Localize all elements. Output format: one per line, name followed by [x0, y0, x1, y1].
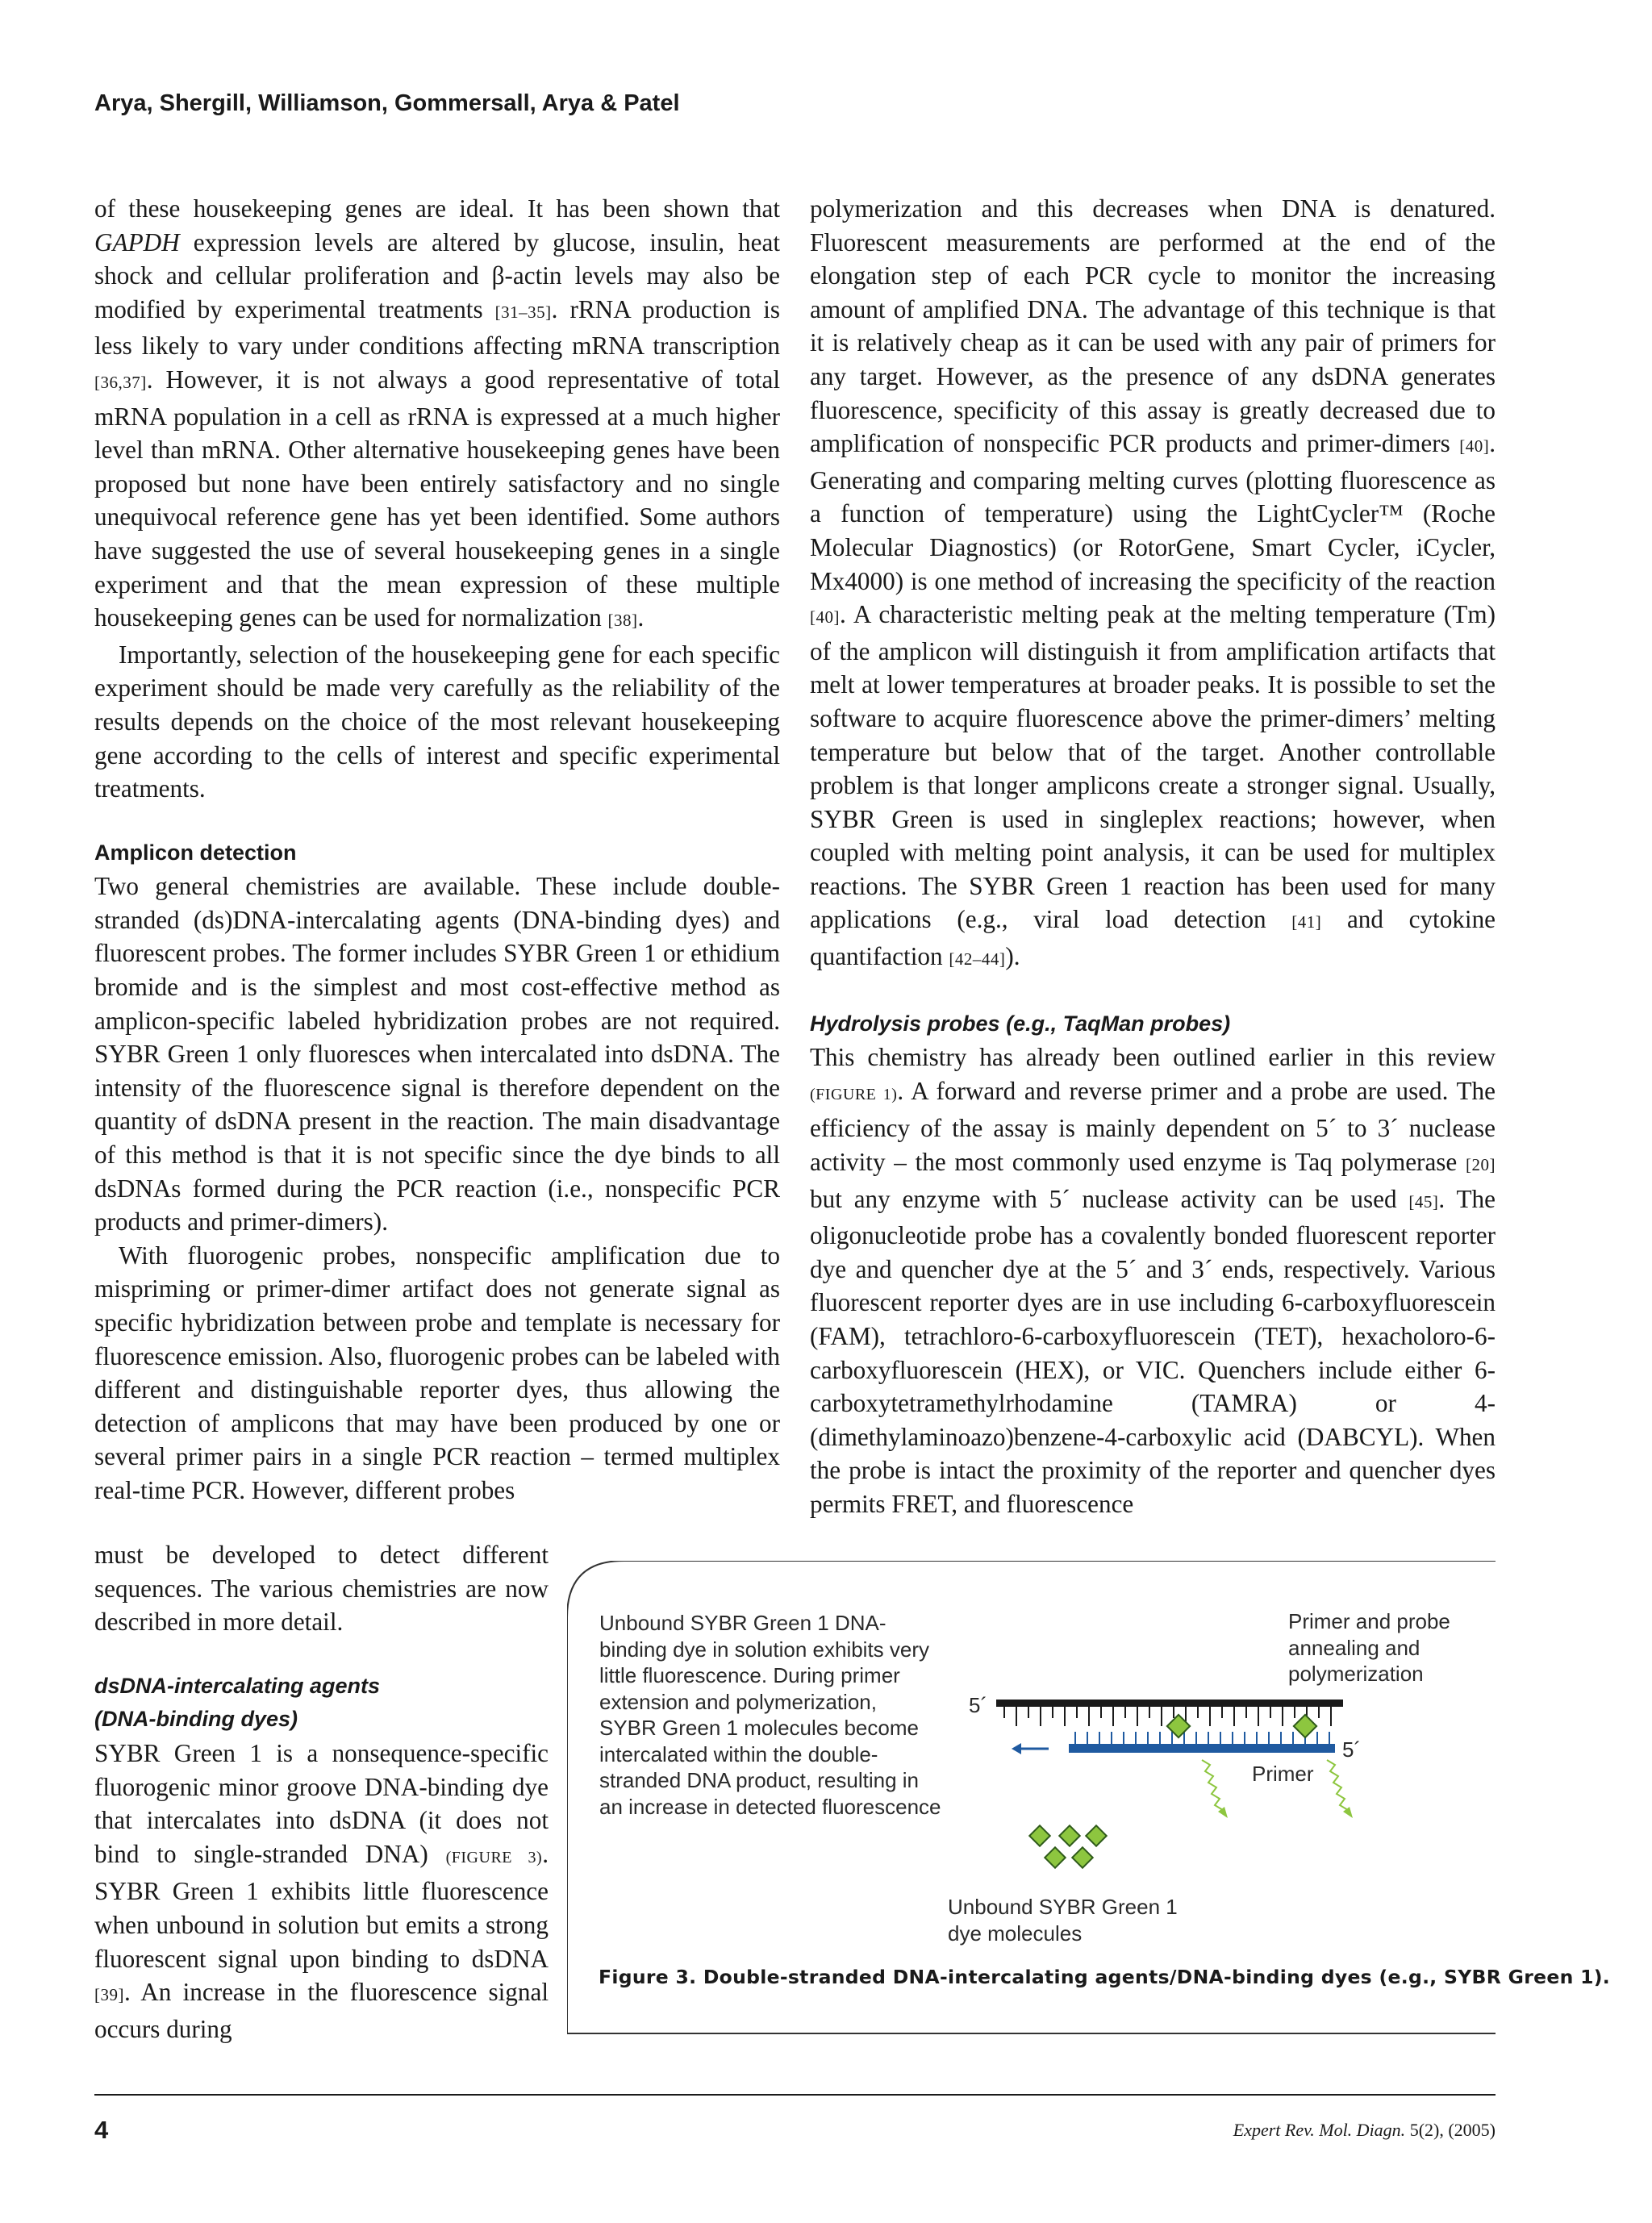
page-number: 4 [94, 2116, 109, 2144]
citation: [39] [94, 1985, 124, 2005]
paragraph: must be developed to detect different sequences. The various chemistries are now described in more detail. [94, 1541, 549, 1637]
paragraph: of these housekeeping genes are ideal. It has been shown that GAPDH expression levels are altered by glucose, insulin, heat shock and cellular proliferation and β-actin levels may also be modified by experimental treatments [31–35]. rRNA production is less likely to vary under conditions affecting mRNA transcription [36,37]. However, it is not always a good representative of total mRNA population in a cell as rRNA is expressed at a much higher level than mRNA. Other alternative housekeeping genes have been proposed but none have been entirely satisfactory and no single unequivocal reference gene has yet been identified. Some authors have suggested the use of several housekeeping genes in a single experiment and that the mean expression of these multiple housekeeping genes can be used for normalization [38]. [94, 194, 780, 632]
fluorescence-emission [1327, 1760, 1348, 1810]
extension-arrow-head [1012, 1743, 1021, 1754]
five-prime-bottom-label: 5´ [1342, 1737, 1362, 1762]
figure-description: Unbound SYBR Green 1 DNA- binding dye in solution exhibits very little fluorescence. During primer extension and polymerization, SYBR Green 1 molecules become intercalated within the double- stranded DNA product, resulting in an increase in detected fluorescence [599, 1611, 941, 1819]
fluorescence-emission [1202, 1760, 1223, 1810]
paragraph: SYBR Green 1 is a nonsequence-specific fluorogenic minor groove DNA-binding dye that intercalates into dsDNA (it does not bind to single-stranded DNA) (FIGURE 3). SYBR Green 1 exhibits little fluorescence when unbound in solution but emits a strong fluorescent signal upon binding to dsDNA [39]. An increase in the fluorescence signal occurs during [94, 1738, 549, 2043]
gene-name: GAPDH [94, 227, 180, 256]
citation: [45] [1408, 1191, 1439, 1212]
primer-label: Primer [1252, 1762, 1314, 1786]
paragraph: Two general chemistries are available. These include double-stranded (ds)DNA-intercalating agents (DNA-binding dyes) and fluorescent probes. The former includes SYBR Green 1 or ethidium bromide and is the simplest and most cost-effective method as amplicon-specific labeled hybridization probes are not required. SYBR Green 1 only fluoresces when intercalated into dsDNA. The intensity of the fluorescence signal is therefore dependent on the quantity of dsDNA present in the reaction. The main disadvantage of this method is that it is not specific since the dye binds to all dsDNAs formed during the PCR reaction (i.e., nonspecific PCR products and primer-dimers). [94, 872, 780, 1237]
section-heading-dsdna: dsDNA-intercalating agents (DNA-binding dyes) [94, 1673, 381, 1732]
citation: [40] [1459, 436, 1490, 457]
figure-reference: (FIGURE 1) [810, 1085, 898, 1103]
unbound-dye [1045, 1847, 1065, 1867]
citation: [42–44] [949, 949, 1006, 970]
citation: [31–35] [494, 302, 552, 322]
paragraph: With fluorogenic probes, nonspecific amplification due to mispriming or primer-dimer artifact does not generate signal as specific hybridization between probe and template is necessary for fluorescence emission. Also, fluorogenic probes can be labeled with different and distinguishable reporter dyes, thus allowing the detection of amplicons that may have been produced by one or several primer pairs in a single PCR reaction – termed multiplex real-time PCR. However, different probes [94, 1241, 780, 1504]
primer-strand-bases [1075, 1732, 1329, 1744]
unbound-dye-label: Unbound SYBR Green 1 dye molecules [948, 1895, 1178, 1946]
citation: [20] [1466, 1155, 1496, 1175]
unbound-dye [1059, 1825, 1079, 1846]
unbound-dye [1029, 1825, 1049, 1846]
paragraph: This chemistry has already been outlined earlier in this review (FIGURE 1). A forward and reverse primer and a probe are used. The efficiency of the assay is mainly dependent on 5´ to 3´ nuclease activity – the most commonly used enzyme is Taq polymerase [20] but any enzyme with 5´ nuclease activity can be used [45]. The oligonucleotide probe has a covalently bonded fluorescent reporter dye and quencher dye at the 5´ and 3´ ends, respectively. Various fluorescent reporter dyes are in use including 6-carboxyfluorescein (FAM), tetrachloro-6-carboxyfluorescein (TET), hexacholoro-6-carboxyfluorescein (HEX), or VIC. Quenchers include either 6-carboxytetramethylrhodamine (TAMRA) or 4-(dimethylaminoazo)benzene-4-carboxylic acid (DABCYL). When the probe is intact the proximity of the reporter and quencher dyes permits FRET, and fluorescence [810, 1043, 1496, 1518]
primer-strand [1069, 1744, 1335, 1753]
citation: [40] [810, 607, 840, 628]
unbound-dye [1086, 1825, 1106, 1846]
template-strand [996, 1700, 1343, 1707]
citation: [38] [607, 611, 638, 631]
template-strand-bases [1004, 1707, 1331, 1726]
figure-caption: Figure 3. Double-stranded DNA-intercalating agents/DNA-binding dyes (e.g., SYBR Green 1). [599, 1966, 1611, 1988]
section-heading-amplicon-detection: Amplicon detection [94, 840, 297, 865]
annealing-label: Primer and probe annealing and polymerization [1288, 1609, 1450, 1686]
citation: [41] [1291, 912, 1322, 932]
intercalated-dye [1294, 1715, 1316, 1737]
five-prime-top-label: 5´ [969, 1693, 988, 1717]
unbound-dye [1072, 1847, 1092, 1867]
section-heading-hydrolysis-probes: Hydrolysis probes (e.g., TaqMan probes) [810, 1011, 1231, 1036]
journal-citation: Expert Rev. Mol. Diagn. 5(2), (2005) [1233, 2120, 1496, 2140]
paragraph: Importantly, selection of the housekeeping gene for each specific experiment should be made very carefully as the reliability of the results depends on the choice of the most relevant housekeeping gene according to the cells of interest and specific experimental treatments. [94, 640, 780, 803]
paragraph: polymerization and this decreases when DNA is denatured. Fluorescent measurements are performed at the end of the elongation step of each PCR cycle to monitor the increasing amount of amplified DNA. The advantage of this technique is that it is relatively cheap as it can be used with any pair of primers for any target. However, as the presence of any dsDNA generates fluorescence, specificity of this assay is greatly decreased due to amplification of nonspecific PCR products and primer-dimers [40]. Generating and comparing melting curves (plotting fluorescence as a function of temperature) using the LightCycler™ (Roche Molecular Diagnostics) (or RotorGene, Smart Cycler, iCycler, Mx4000) is one method of increasing the specificity of the reaction [40]. A characteristic melting peak at the melting temperature (Tm) of the amplicon will distinguish it from amplification artifacts that melt at lower temperatures at broader peaks. It is possible to set the software to acquire fluorescence above the primer-dimers’ melting temperature but below that of the target. Another controllable problem is that longer amplicons create a stronger signal. Usually, SYBR Green is used in singleplex reactions; however, when coupled with melting point analysis, it can be used for multiplex reactions. The SYBR Green 1 reaction has been used for many applications (e.g., viral load detection [41] and cytokine quantifaction [42–44]). [810, 194, 1496, 971]
running-head-authors: Arya, Shergill, Williamson, Gommersall, Arya & Patel [94, 90, 680, 116]
footer-rule [94, 2094, 1496, 2096]
figure-reference: (FIGURE 3) [445, 1848, 543, 1866]
citation: [36,37] [94, 372, 147, 392]
